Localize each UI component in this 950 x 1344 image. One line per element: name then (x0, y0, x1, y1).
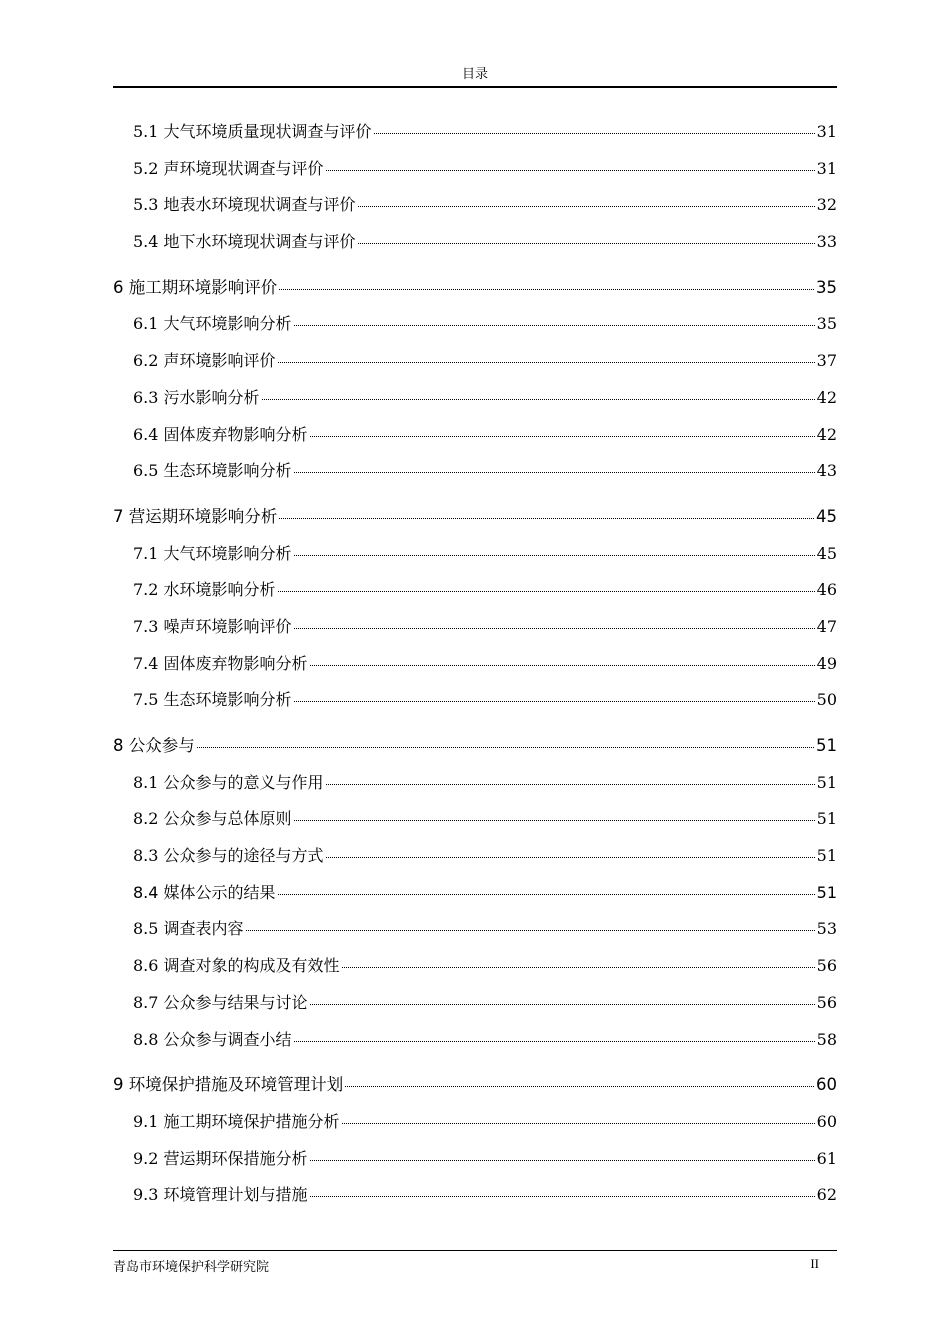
toc-section-entry[interactable] (113, 187, 837, 224)
toc-dot-leader (358, 205, 815, 207)
toc-section-entry[interactable] (113, 1104, 837, 1141)
toc-entry-label: 8.1 公众参与的意义与作用 (133, 772, 324, 792)
toc-entry-page-number: 51 (816, 809, 837, 829)
toc-dot-leader (342, 1122, 815, 1124)
toc-section-entry[interactable] (113, 1022, 837, 1059)
toc-dot-leader (326, 856, 815, 858)
toc-entry-label: 9.3 环境管理计划与措施 (133, 1185, 308, 1205)
toc-section-entry[interactable] (113, 572, 837, 609)
toc-entry-label: 6 施工期环境影响评价 (113, 277, 278, 297)
toc-entry-label: 5.2 声环境现状调查与评价 (133, 158, 324, 178)
toc-entry-label: 8 公众参与 (113, 736, 195, 755)
toc-entry-page-number: 62 (816, 1185, 837, 1205)
toc-dot-leader (262, 398, 815, 400)
toc-entry-page-number: 33 (816, 232, 837, 252)
toc-section-entry[interactable] (113, 985, 837, 1022)
footer-organization: 青岛市环境保护科学研究院 (113, 1260, 270, 1275)
toc-chapter-entry[interactable] (113, 728, 837, 765)
toc-section-entry[interactable] (113, 911, 837, 948)
toc-entry-page-number: 43 (816, 461, 837, 481)
toc-entry-page-number: 51 (816, 846, 837, 866)
toc-section-entry[interactable] (113, 801, 837, 838)
toc-section-entry[interactable] (113, 151, 837, 188)
toc-entry-page-number: 50 (816, 690, 837, 710)
toc-dot-leader (294, 1040, 815, 1042)
toc-entry-label: 6.4 固体废弃物影响分析 (133, 424, 308, 444)
toc-entry-page-number: 51 (816, 772, 837, 792)
toc-dot-leader (294, 554, 815, 556)
toc-dot-leader (294, 700, 815, 702)
toc-entry-label: 9.1 施工期环境保护措施分析 (133, 1111, 340, 1131)
toc-entry-label: 6.2 声环境影响评价 (133, 351, 276, 371)
toc-entry-label: 8.8 公众参与调查小结 (133, 1029, 292, 1049)
toc-entry-label: 6.1 大气环境影响分析 (133, 314, 292, 334)
toc-entry-page-number: 32 (816, 195, 837, 215)
footer-page-number: II (810, 1256, 819, 1271)
toc-dot-leader (310, 435, 815, 437)
toc-section-entry[interactable] (113, 417, 837, 454)
toc-entry-page-number: 42 (816, 424, 837, 444)
toc-dot-leader (294, 324, 815, 326)
toc-entry-page-number: 35 (816, 277, 837, 297)
toc-entry-label: 7.5 生态环境影响分析 (133, 690, 292, 710)
toc-entry-page-number: 42 (816, 387, 837, 407)
toc-entry-page-number: 53 (816, 919, 837, 939)
toc-dot-leader (278, 590, 815, 592)
toc-entry-page-number: 61 (816, 1148, 837, 1168)
toc-chapter-entry[interactable] (113, 499, 837, 536)
toc-dot-leader (326, 169, 815, 171)
toc-entry-label: 7.4 固体废弃物影响分析 (133, 653, 308, 673)
toc-entry-page-number: 60 (816, 1075, 837, 1095)
toc-entry-label: 5.4 地下水环境现状调查与评价 (133, 232, 356, 252)
toc-section-entry[interactable] (113, 306, 837, 343)
toc-entry-label: 7.2 水环境影响分析 (133, 580, 276, 600)
page-header (113, 60, 837, 88)
toc-dot-leader (279, 517, 814, 519)
toc-dot-leader (374, 132, 815, 134)
toc-dot-leader (310, 1195, 815, 1197)
toc-dot-leader (310, 1159, 815, 1161)
toc-entry-page-number: 37 (816, 351, 837, 371)
toc-section-entry[interactable] (113, 224, 837, 261)
toc-section-entry[interactable] (113, 609, 837, 646)
toc-section-entry[interactable] (113, 765, 837, 802)
toc-section-entry[interactable] (113, 1141, 837, 1178)
toc-entry-label: 7.1 大气环境影响分析 (133, 543, 292, 563)
toc-entry-label: 5.3 地表水环境现状调查与评价 (133, 195, 356, 215)
toc-entry-label: 8.2 公众参与总体原则 (133, 809, 292, 829)
toc-entry-page-number: 56 (816, 992, 837, 1012)
toc-dot-leader (326, 783, 815, 785)
toc-section-entry[interactable] (113, 682, 837, 719)
toc-entry-label: 9 环境保护措施及环境管理计划 (113, 1075, 344, 1095)
toc-section-entry[interactable] (113, 453, 837, 490)
toc-section-entry[interactable] (113, 646, 837, 683)
toc-dot-leader (197, 746, 814, 748)
toc-entry-label: 8.7 公众参与结果与讨论 (133, 992, 308, 1012)
toc-entry-page-number: 56 (816, 956, 837, 976)
toc-entry-label: 5.1 大气环境质量现状调查与评价 (133, 122, 372, 141)
toc-entry-page-number: 60 (816, 1111, 837, 1131)
toc-chapter-entry[interactable] (113, 1067, 837, 1104)
toc-section-entry[interactable] (113, 536, 837, 573)
toc-dot-leader (279, 288, 814, 290)
toc-entry-page-number: 58 (816, 1029, 837, 1049)
toc-entry-page-number: 31 (816, 122, 837, 141)
toc-entry-label: 6.3 污水影响分析 (133, 387, 260, 407)
toc-entry-page-number: 45 (816, 506, 837, 526)
toc-chapter-entry[interactable] (113, 270, 837, 307)
toc-dot-leader (342, 966, 815, 968)
toc-section-entry[interactable] (113, 343, 837, 380)
table-of-contents (113, 114, 837, 1214)
toc-entry-page-number: 51 (816, 736, 837, 755)
toc-entry-label: 6.5 生态环境影响分析 (133, 461, 292, 481)
toc-dot-leader (310, 664, 815, 666)
toc-entry-page-number: 51 (816, 882, 837, 902)
toc-entry-label: 8.6 调查对象的构成及有效性 (133, 956, 340, 976)
toc-entry-page-number: 46 (816, 580, 837, 600)
toc-dot-leader (294, 819, 815, 821)
toc-entry-label: 7.3 噪声环境影响评价 (133, 616, 292, 636)
toc-entry-label: 8.4 媒体公示的结果 (133, 882, 276, 902)
toc-entry-page-number: 45 (816, 543, 837, 563)
toc-entry-label: 9.2 营运期环保措施分析 (133, 1148, 308, 1168)
toc-section-entry[interactable] (113, 948, 837, 985)
toc-entry-page-number: 47 (816, 616, 837, 636)
toc-dot-leader (358, 242, 815, 244)
toc-section-entry[interactable] (113, 114, 837, 151)
toc-dot-leader (246, 929, 815, 931)
toc-entry-label: 8.5 调查表内容 (133, 919, 244, 939)
toc-entry-page-number: 35 (816, 314, 837, 334)
toc-dot-leader (345, 1085, 814, 1087)
toc-section-entry[interactable] (113, 838, 837, 875)
toc-entry-label: 7 营运期环境影响分析 (113, 506, 278, 526)
toc-dot-leader (278, 361, 815, 363)
toc-entry-page-number: 31 (816, 158, 837, 178)
toc-entry-label: 8.3 公众参与的途径与方式 (133, 846, 324, 866)
toc-section-entry[interactable] (113, 875, 837, 912)
toc-section-entry[interactable] (113, 380, 837, 417)
toc-dot-leader (278, 893, 815, 895)
toc-dot-leader (310, 1003, 815, 1005)
toc-dot-leader (294, 471, 815, 473)
toc-section-entry[interactable] (113, 1177, 837, 1214)
page-footer (113, 1250, 837, 1275)
toc-dot-leader (294, 627, 815, 629)
toc-entry-page-number: 49 (816, 653, 837, 673)
header-title: 目录 (461, 67, 488, 82)
